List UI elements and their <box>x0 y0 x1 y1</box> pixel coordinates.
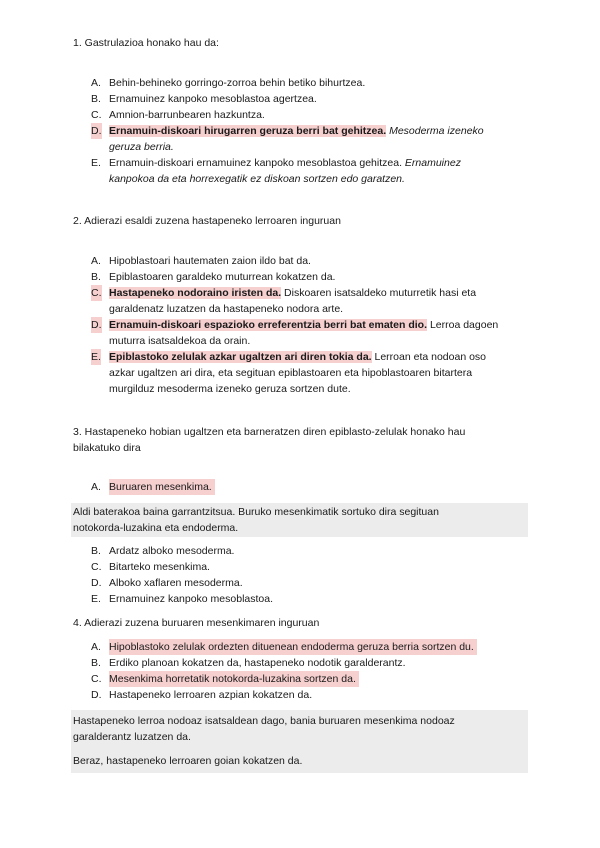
question-4-options <box>73 639 528 703</box>
question-2: 2. Adierazi esaldi zuzena hastapeneko lerroaren inguruan <box>73 215 341 227</box>
question-1: 1. Gastrulazioa honako hau da: <box>73 37 219 49</box>
option-3b[interactable]: B. Ardatz alboko mesoderma. <box>91 545 235 557</box>
option-4d[interactable]: D. Hastapeneko lerroaren azpian kokatzen da. <box>91 689 313 701</box>
option-4c-answer: C. Mesenkima horretatik notokorda-luzakina sortzen da. <box>109 671 359 687</box>
option-1e[interactable]: E. Ernamuin-diskoari ernamuinez kanpoko mesoblastoa gehitzea. Ernamuinez kanpokoa da eta horrexegatik ez diskoan sortzen edo garatzen. <box>91 157 461 185</box>
explanation-note-3: Aldi baterakoa baina garrantzitsua. Buruko mesenkimatik sortuko dira segituan notokorda-luzakina eta endoderma. <box>71 503 528 537</box>
question-3-options <box>73 543 528 607</box>
explanation-note-4: Hastapeneko lerroa nodoaz isatsaldean dago, bania buruaren mesenkima nodoaz garalderantz luzatzen da. Beraz, hastapeneko lerroaren goian kokatzen da. <box>71 710 528 773</box>
option-2c-answer: Hastapeneko nodoraino iristen da. <box>109 287 282 299</box>
option-2d-answer: Ernamuin-diskoari espazioko erreferentzia berri bat ematen dio. <box>109 319 428 331</box>
option-4a[interactable] <box>73 639 528 655</box>
option-3c[interactable]: C. Bitarteko mesenkima. <box>91 561 210 573</box>
option-1b[interactable]: B. Ernamuinez kanpoko mesoblastoa agertzea. <box>91 93 317 105</box>
option-3e[interactable]: E. Ernamuinez kanpoko mesoblastoa. <box>91 593 274 605</box>
option-2d[interactable]: D. Ernamuin-diskoari espazioko erreferentzia berri bat ematen dio. Lerroa dagoen muturra isatsaldekoa da orain. <box>91 319 499 347</box>
option-2e-answer: Epiblastoko zelulak azkar ugaltzen ari diren tokia da. <box>109 351 372 363</box>
option-1a[interactable]: A. Behin-behineko gorringo-zorroa behin betiko bihurtzea. <box>91 77 366 89</box>
option-2e[interactable]: E. Epiblastoko zelulak azkar ugaltzen ari diren tokia da. Lerroan eta nodoan oso azkar ugaltzen ari dira, eta segituan epiblastoaren eta hipoblastoaren bitartera murgilduz mesoderma izeneko geruza sortzen dute. <box>91 351 487 395</box>
note-spacer <box>73 745 526 753</box>
option-1d-answer: Ernamuin-diskoari hirugarren geruza berri bat gehitzea. <box>109 125 387 137</box>
question-4: 4. Adierazi zuzena buruaren mesenkimaren inguruan <box>73 617 320 629</box>
option-1c[interactable]: C. Amnion-barrunbearen hazkuntza. <box>91 109 265 121</box>
option-2c[interactable]: C. Hastapeneko nodoraino iristen da. Diskoaren isatsaldeko muturretik hasi eta garaldenatz luzatzen da hastapeneko nodora arte. <box>91 287 477 315</box>
option-4a-answer: A. Hipoblastoko zelulak ordezten dituenean endoderma geruza berria sortzen du. <box>109 639 477 655</box>
option-2b[interactable]: B. Epiblastoaren garaldeko muturrean kokatzen da. <box>91 271 336 283</box>
option-4c[interactable] <box>73 671 528 687</box>
question-3: 3. Hastapeneko hobian ugaltzen eta barneratzen diren epiblasto-zelulak honako hau bilakatuko dira <box>73 426 466 454</box>
option-4b[interactable]: B. Erdiko planoan kokatzen da, hastapeneko nodotik garalderantz. <box>91 657 406 669</box>
option-2a[interactable]: A. Hipoblastoari hautematen zaion ildo bat da. <box>91 255 311 267</box>
question-2-options <box>73 253 528 397</box>
question-3-answer <box>73 479 528 495</box>
option-1d[interactable]: D. Ernamuin-diskoari hirugarren geruza berri bat gehitzea. Mesoderma izeneko geruza berria. <box>91 125 484 153</box>
option-3d[interactable]: D. Alboko xaflaren mesoderma. <box>91 577 243 589</box>
question-1-options <box>73 75 528 187</box>
option-3a-answer: A. Buruaren mesenkima. <box>109 479 215 495</box>
option-3a[interactable] <box>73 479 528 495</box>
